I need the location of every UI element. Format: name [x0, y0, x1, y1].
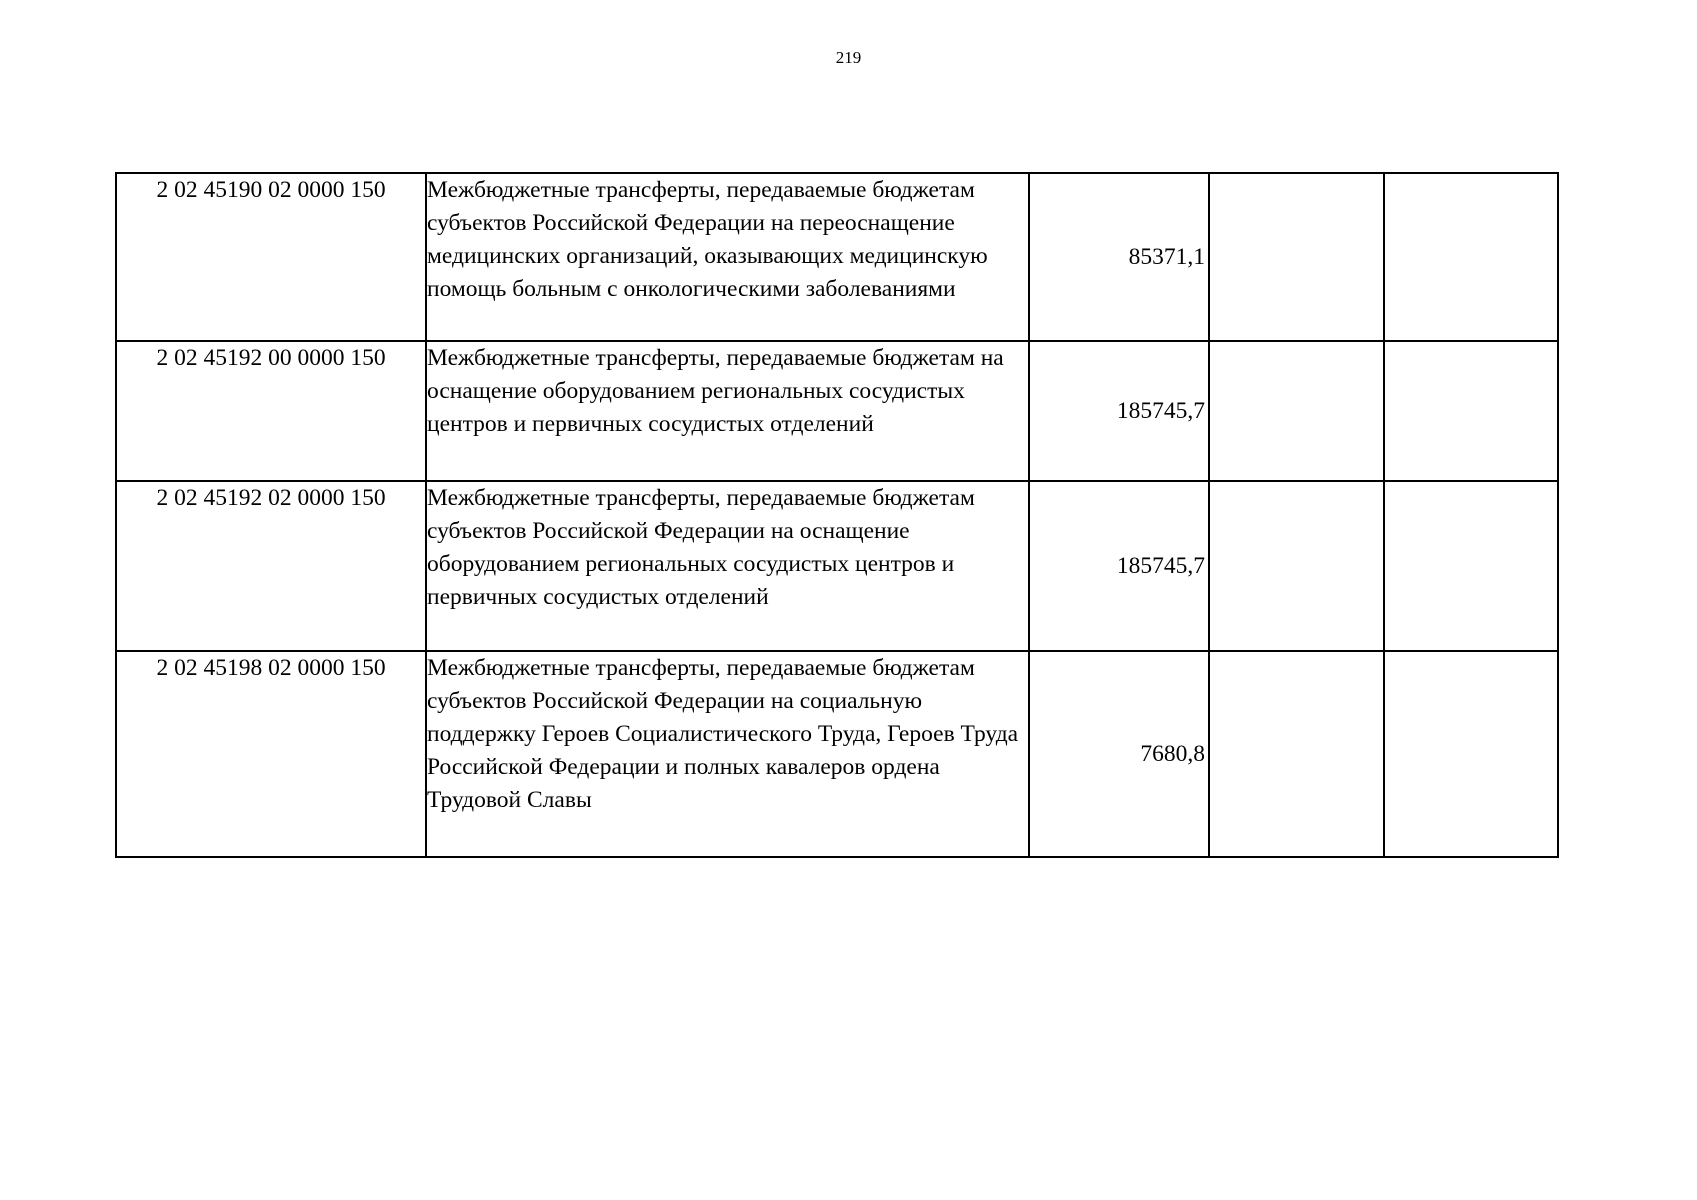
- description-cell: Межбюджетные трансферты, передаваемые бюджетам субъектов Российской Федерации на оснащение оборудованием региональных сосудистых центров и первичных сосудистых отделений: [426, 481, 1029, 651]
- page-number: 219: [835, 48, 862, 67]
- table-row: [116, 341, 1558, 481]
- description-cell: Межбюджетные трансферты, передаваемые бюджетам субъектов Российской Федерации на социальную поддержку Героев Социалистического Труда, Героев Труда Российской Федерации и полных кавалеров ордена Трудовой Славы: [426, 651, 1029, 857]
- budget-code-cell: 2 02 45192 02 0000 150: [116, 481, 426, 651]
- empty-cell-col5: [1384, 481, 1558, 651]
- description-cell: Межбюджетные трансферты, передаваемые бюджетам на оснащение оборудованием региональных сосудистых центров и первичных сосудистых отделений: [426, 341, 1029, 481]
- empty-cell-col5: [1384, 341, 1558, 481]
- amount-cell: 85371,1: [1029, 173, 1209, 341]
- table-row: [116, 651, 1558, 857]
- empty-cell-col5: [1384, 651, 1558, 857]
- empty-cell-col4: [1209, 173, 1384, 341]
- empty-cell-col4: [1209, 481, 1384, 651]
- budget-code-cell: 2 02 45198 02 0000 150: [116, 651, 426, 857]
- empty-cell-col4: [1209, 651, 1384, 857]
- budget-code-cell: 2 02 45192 00 0000 150: [116, 341, 426, 481]
- budget-code-cell: 2 02 45190 02 0000 150: [116, 173, 426, 341]
- table-row: [116, 173, 1558, 341]
- empty-cell-col5: [1384, 173, 1558, 341]
- amount-cell: 185745,7: [1029, 341, 1209, 481]
- empty-cell-col4: [1209, 341, 1384, 481]
- description-cell: Межбюджетные трансферты, передаваемые бюджетам субъектов Российской Федерации на переоснащение медицинских организаций, оказывающих медицинскую помощь больным с онкологическими заболеваниями: [426, 173, 1029, 341]
- amount-cell: 7680,8: [1029, 651, 1209, 857]
- amount-cell: 185745,7: [1029, 481, 1209, 651]
- table-row: [116, 481, 1558, 651]
- budget-table: [115, 172, 1559, 858]
